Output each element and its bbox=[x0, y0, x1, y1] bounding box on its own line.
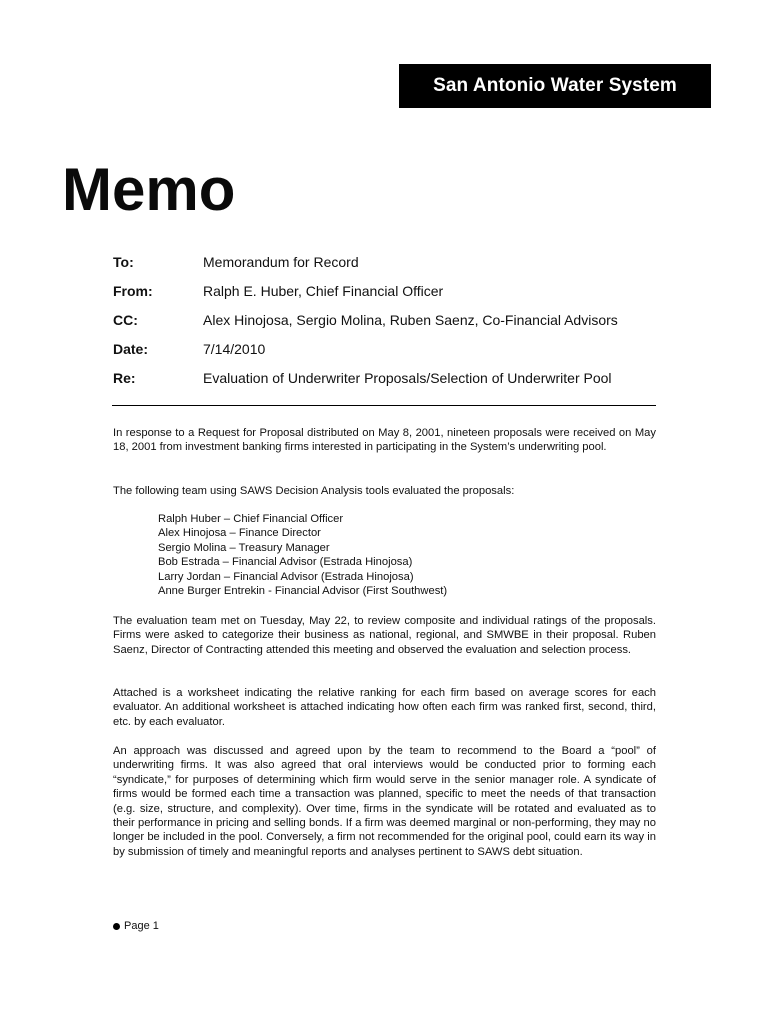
to-value: Memorandum for Record bbox=[203, 254, 359, 270]
body-paragraph-1: In response to a Request for Proposal distributed on May 8, 2001, nineteen proposals were received on May 18, 2001 from investment banking firms interested in participating in the System’s underwriting pool. bbox=[113, 427, 656, 454]
from-value: Ralph E. Huber, Chief Financial Officer bbox=[203, 283, 444, 299]
page-footer bbox=[113, 919, 159, 933]
memo-title: Memo bbox=[62, 156, 236, 223]
re-value: Evaluation of Underwriter Proposals/Selection of Underwriter Pool bbox=[203, 370, 612, 386]
to-label: To: bbox=[113, 254, 134, 270]
header-divider bbox=[112, 405, 656, 406]
date-value: 7/14/2010 bbox=[203, 341, 266, 357]
organization-banner: San Antonio Water System bbox=[399, 64, 711, 108]
team-member: Alex Hinojosa – Finance Director bbox=[158, 527, 321, 540]
cc-value: Alex Hinojosa, Sergio Molina, Ruben Saenz, Co-Financial Advisors bbox=[203, 312, 618, 328]
cc-label: CC: bbox=[113, 312, 138, 328]
header-row-re bbox=[113, 366, 673, 395]
bullet-dot-icon bbox=[113, 923, 120, 930]
header-row-cc bbox=[113, 308, 673, 337]
team-member: Anne Burger Entrekin - Financial Advisor (First Southwest) bbox=[158, 585, 448, 598]
body-paragraph-4: Attached is a worksheet indicating the relative ranking for each firm based on average scores for each evaluator. An additional worksheet is attached indicating how often each firm was ranked first, second, third, etc. by each evaluator. bbox=[113, 687, 656, 728]
re-label: Re: bbox=[113, 370, 136, 386]
team-list bbox=[158, 512, 447, 598]
body-paragraph-5: An approach was discussed and agreed upon by the team to recommend to the Board a “pool” of underwriting firms. It was also agreed that oral interviews would be conducted prior to forming each “syndicate,” for purposes of determining which firm would serve in the senior manager role. A syndicate of firms would be formed each time a transaction was planned, specific to meet the needs of that transaction (e.g. size, structure, and complexity). Over time, firms in the syndicate will be rotated and evaluated as to their performance in pricing and selling bonds. If a firm was deemed marginal or non-performing, they may no longer be included in the pool. Conversely, a firm not recommended for the original pool, could earn its way in by submission of timely and meaningful reports and analyses pertinent to SAWS debt situation. bbox=[113, 745, 656, 858]
from-label: From: bbox=[113, 283, 153, 299]
page-number: Page 1 bbox=[124, 920, 159, 932]
header-row-to bbox=[113, 250, 673, 279]
body-paragraph-3: The evaluation team met on Tuesday, May 22, to review composite and individual ratings of the proposals. Firms were asked to categorize their business as national, regional, and SMWBE in their proposal. Ruben Saenz, Director of Contracting attended this meeting and observed the evaluation and selection process. bbox=[113, 615, 656, 656]
team-member: Ralph Huber – Chief Financial Officer bbox=[158, 513, 344, 525]
team-member: Sergio Molina – Treasury Manager bbox=[158, 541, 330, 554]
header-row-date bbox=[113, 337, 673, 366]
team-member: Larry Jordan – Financial Advisor (Estrada Hinojosa) bbox=[158, 570, 414, 583]
header-row-from bbox=[113, 279, 673, 308]
team-member: Bob Estrada – Financial Advisor (Estrada Hinojosa) bbox=[158, 556, 413, 569]
body-paragraph-2: The following team using SAWS Decision Analysis tools evaluated the proposals: bbox=[113, 485, 515, 497]
memo-header bbox=[113, 250, 673, 395]
date-label: Date: bbox=[113, 341, 149, 357]
